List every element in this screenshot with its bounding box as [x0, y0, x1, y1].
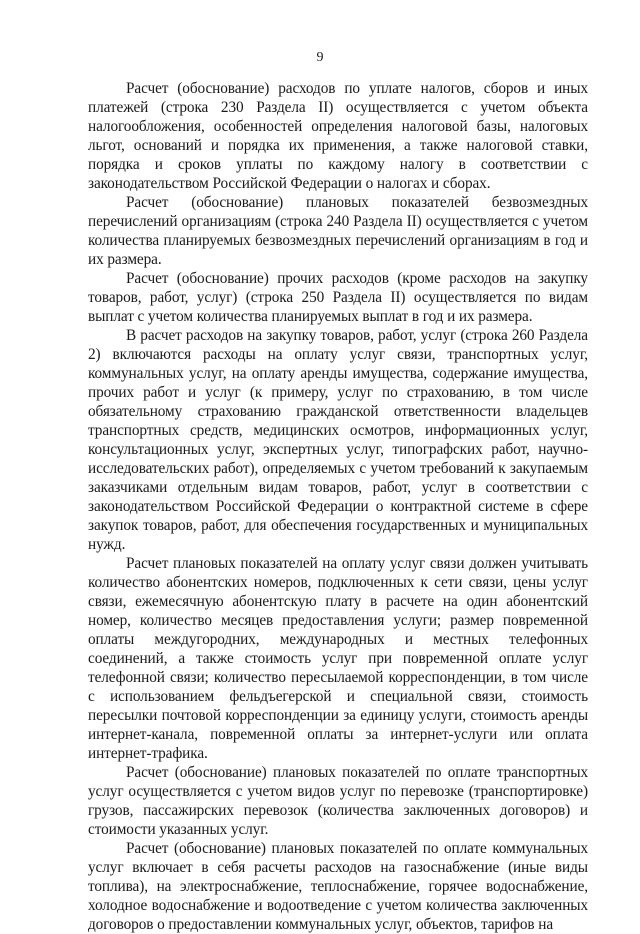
paragraph-other-expenses: Расчет (обоснование) прочих расходов (кроме расходов на закупку товаров, работ, услуг) (строка 250 Раздела II) осуществляется по видам выплат с учетом количества планируемых выплат в год и их размера. — [88, 270, 588, 325]
paragraph-gratuitous-transfers: Расчет (обоснование) плановых показателей безвозмездных перечислений организациям (строка 240 Раздела II) осуществляется с учетом количества планируемых безвозмездных перечислений организациям в год и их размера. — [88, 194, 588, 268]
page-number: 9 — [316, 50, 324, 65]
paragraph-utility-services: Расчет (обоснование) плановых показателей по оплате коммунальных услуг включает в себя расчеты расходов на газоснабжение (иные виды топлива), на электроснабжение, теплоснабжение, горячее водоснабжение, холодное водоснабжение и водоотведение с учетом количества заключенных договоров о предоставлении коммунальных услуг, объектов, тарифов на — [88, 840, 588, 933]
paragraph-communication-services: Расчет плановых показателей на оплату услуг связи должен учитывать количество абонентских номеров, подключенных к сети связи, цены услуг связи, ежемесячную абонентскую плату в расчете на один абонентский номер, количество месяцев предоставления услуги; размер повременной оплаты междугородних, международных и местных телефонных соединений, а также стоимость услуг при повременной оплате услуг телефонной связи; количество пересылаемой корреспонденции, в том числе с использованием фельдъегерской и специальной связи, стоимость пересылки почтовой корреспонденции за единицу услуги, стоимость аренды интернет-канала, повременной оплаты за интернет-услуги или оплата интернет-трафика. — [88, 555, 588, 762]
paragraph-transport-services: Расчет (обоснование) плановых показателей по оплате транспортных услуг осуществляется с учетом видов услуг по перевозке (транспортировке) грузов, пассажирских перевозок (количества заключенных договоров) и стоимости указанных услуг. — [88, 764, 588, 838]
paragraph-procurement: В расчет расходов на закупку товаров, работ, услуг (строка 260 Раздела 2) включаются расходы на оплату услуг связи, транспортных услуг, коммунальных услуг, на оплату аренды имущества, содержание имущества, прочих работ и услуг (к примеру, услуг по страхованию, в том числе обязательному страхованию гражданской ответственности владельцев транспортных средств, медицинских осмотров, информационных услуг, консультационных услуг, экспертных услуг, типографских работ, научно-исследовательских работ), определяемых с учетом требований к закупаемым заказчиками отдельным видам товаров, работ, услуг в соответствии с законодательством Российской Федерации о контрактной системе в сфере закупок товаров, работ, для обеспечения государственных и муниципальных нужд. — [88, 327, 588, 553]
paragraph-taxes: Расчет (обоснование) расходов по уплате налогов, сборов и иных платежей (строка 230 Раздела II) осуществляется с учетом объекта налогообложения, особенностей определения налоговой базы, налоговых льгот, оснований и порядка их применения, а также налоговой ставки, порядка и сроков уплаты по каждому налогу в соответствии с законодательством Российской Федерации о налогах и сборах. — [88, 80, 588, 192]
document-body — [88, 79, 588, 934]
